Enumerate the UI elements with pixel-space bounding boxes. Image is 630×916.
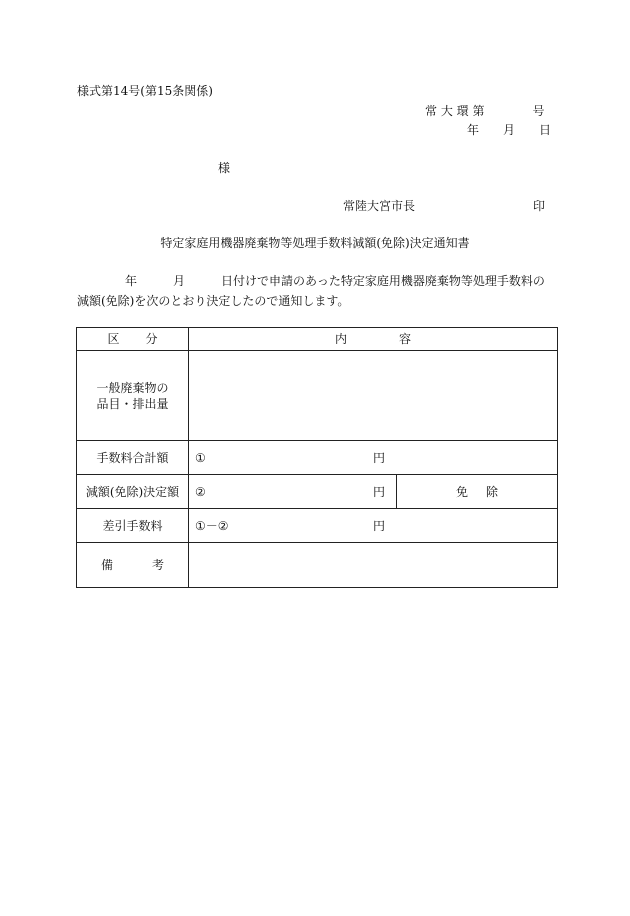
fee-total-yen: 円: [373, 450, 386, 465]
reduction-label: 減額(免除)決定額: [77, 475, 189, 509]
table-row-net-fee: [77, 509, 558, 543]
header-category-char-1: 区: [107, 332, 120, 346]
addressee-honorific: 様: [218, 161, 231, 175]
header-content-char-1: 内: [334, 332, 347, 346]
form-label: 様式第14号(第15条関係): [77, 84, 213, 98]
net-fee-label: 差引手数料: [77, 509, 189, 543]
net-fee-value: [189, 509, 558, 543]
reduction-mark: ②: [195, 484, 206, 499]
reduction-value: [189, 475, 397, 509]
notes-char-1: 備: [101, 558, 114, 572]
header-category: [77, 328, 189, 351]
notes-char-2: 考: [151, 558, 164, 572]
header-category-char-2: 分: [145, 332, 158, 346]
waste-items-label-line-1: 一般廃棄物の: [96, 380, 169, 395]
exemption-char-2: 除: [486, 484, 499, 499]
table-row-notes: [77, 543, 558, 588]
issuer-name: 常陸大宮市長: [343, 199, 416, 213]
body-text-line-1: 年 月 日付けで申請のあった特定家庭用機器廃棄物等処理手数料の: [77, 274, 545, 288]
seal-mark: 印: [533, 199, 546, 213]
notes-label: [77, 543, 189, 588]
body-text-line-2: 減額(免除)を次のとおり決定したので通知します。: [77, 294, 350, 308]
document-number: 常 大 環 第 号: [425, 104, 545, 118]
notice-table: [76, 327, 558, 588]
exemption-cell: [397, 475, 558, 509]
document-date: 年 月 日: [467, 123, 552, 137]
header-content-char-2: 容: [399, 332, 412, 346]
table-row-reduction: [77, 475, 558, 509]
net-fee-mark: ①－②: [195, 518, 229, 533]
fee-total-label: 手数料合計額: [77, 441, 189, 475]
table-row-waste-items: [77, 351, 558, 441]
notes-value: [189, 543, 558, 588]
exemption-char-1: 免: [455, 484, 468, 499]
waste-items-value: [189, 351, 558, 441]
fee-total-mark: ①: [195, 450, 206, 465]
waste-items-label-line-2: 品目・排出量: [96, 396, 169, 411]
reduction-yen: 円: [373, 484, 386, 499]
waste-items-label: [77, 351, 189, 441]
document-title: 特定家庭用機器廃棄物等処理手数料減額(免除)決定通知書: [160, 236, 470, 250]
table-header-row: [77, 328, 558, 351]
header-content: [189, 328, 558, 351]
net-fee-yen: 円: [373, 518, 386, 533]
table-row-fee-total: [77, 441, 558, 475]
fee-total-value: [189, 441, 558, 475]
